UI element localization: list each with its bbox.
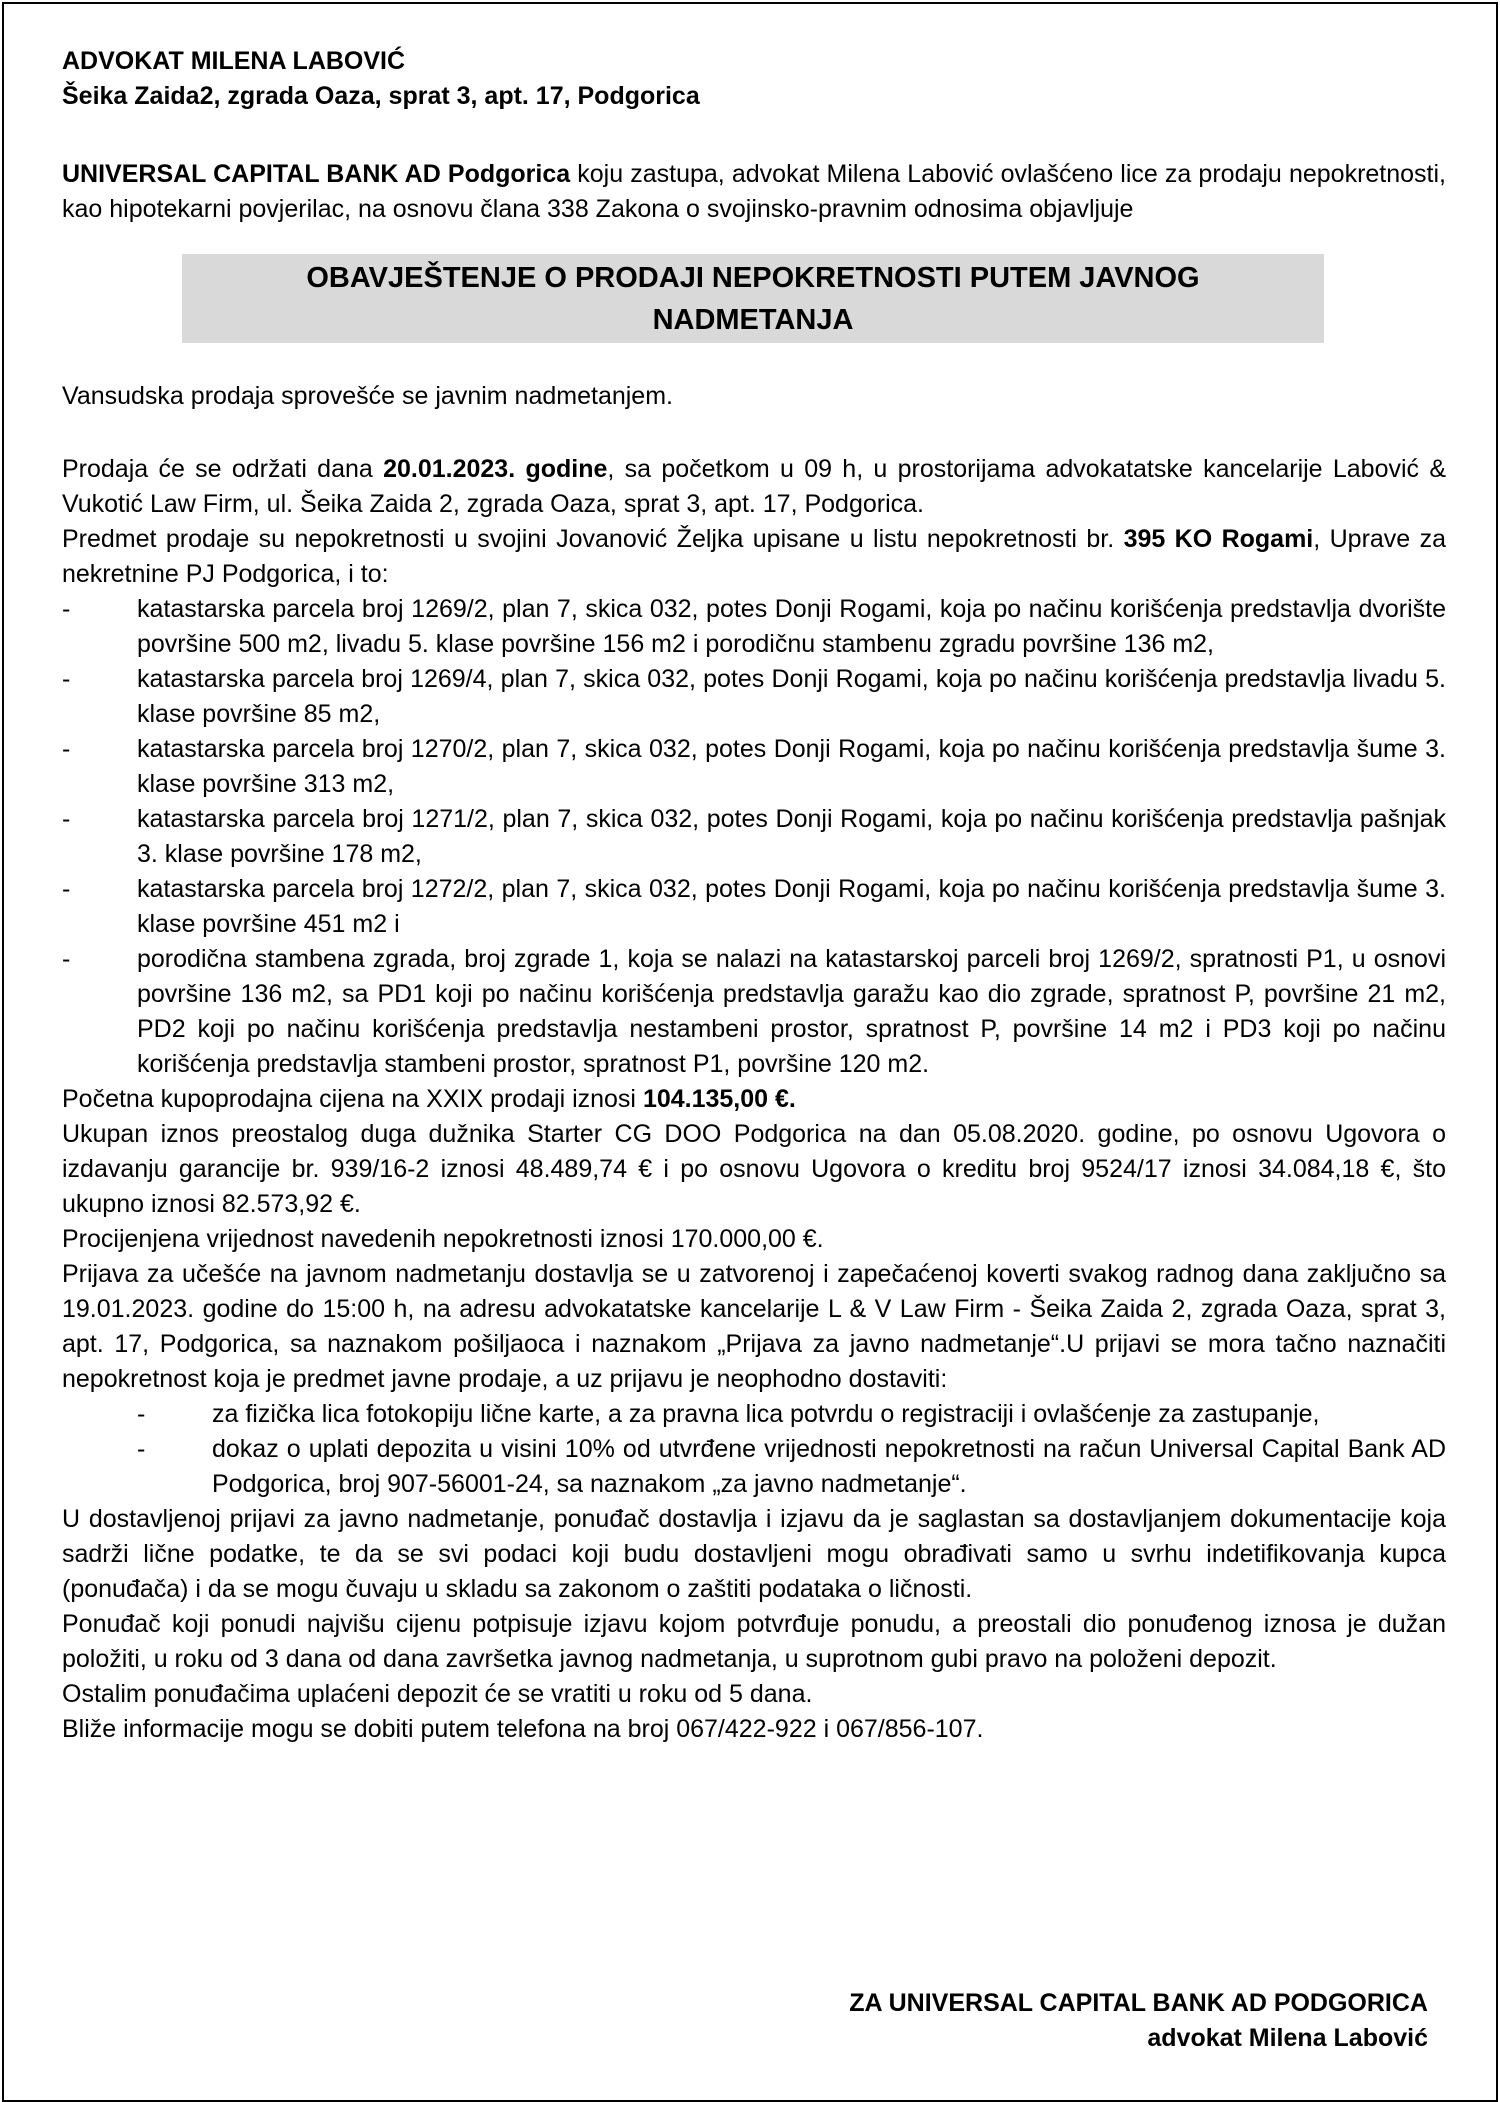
prodaja-paragraph (62, 452, 1446, 522)
procjena-paragraph: Procijenjena vrijednost navedenih nepokretnosti iznosi 170.000,00 €. (62, 1225, 824, 1253)
izjava-paragraph: U dostavljenoj prijavi za javno nadmetanje, ponuđač dostavlja i izjavu da je saglastan sa dostavljanjem dokumentacije koja sadrži lične podatke, te da se svi podaci koji budu dostavljeni mogu obrađivati samo u svrhu indetifikovanja kupca (ponuđača) i da se mogu čuvaju u skladu sa zakonom o zaštiti podataka o ličnosti. (62, 1505, 1446, 1603)
prodaja-text-a: Prodaja će se održati dana (62, 455, 384, 483)
notice-content (62, 44, 1446, 1747)
spacer (62, 227, 1446, 254)
title-line-1: OBAVJEŠTENJE O PRODAJI NEPOKRETNOSTI PUTEM JAVNOG (306, 262, 1200, 294)
dash-bullet: - (137, 1435, 146, 1463)
list-item (62, 592, 1446, 662)
prijava-paragraph: Prijava za učešće na javnom nadmetanju dostavlja se u zatvorenoj i zapečaćenoj koverti svakog radnog dana zaključno sa 19.01.2023. godine do 15:00 h, na adresu advokatatske kancelarije L & V Law Firm - Šeika Zaida 2, zgrada Oaza, sprat 3, apt. 17, Podgorica, sa naznakom pošiljaoca i naznakom „Prijava za javno nadmetanje“.U prijavi se mora tačno naznačiti nepokretnost koja je predmet javne prodaje, a uz prijavu je neophodno dostaviti: (62, 1260, 1446, 1393)
intro-text: koju zastupa, advokat Milena Labović ovlašćeno lice za prodaju nepokretnosti, kao hipotekarni povjerilac, na osnovu člana 338 Zakona o svojinsko-pravnim odnosima objavljuje (62, 160, 1446, 223)
dash-bullet: - (62, 735, 71, 763)
list-item (62, 662, 1446, 732)
ponudjac-paragraph: Ponuđač koji ponudi najvišu cijenu potpisuje izjavu kojom potvrđuje ponudu, a preostali dio ponuđenog iznosa je dužan položiti, u roku od 3 dana od dana završetka javnog nadmetanja, u suprotnom gubi pravo na položeni depozit. (62, 1610, 1446, 1673)
list-item (62, 942, 1446, 1082)
predmet-text-b: , Uprave za nekretnine PJ Podgorica, i to: (62, 525, 1446, 588)
list-item-text: katastarska parcela broj 1271/2, plan 7, skica 032, potes Donji Rogami, koja po načinu korišćenja predstavlja pašnjak 3. klase površine 178 m2, (137, 805, 1446, 868)
list-item (62, 1432, 1446, 1502)
dash-bullet: - (62, 805, 71, 833)
list-item-text: katastarska parcela broj 1270/2, plan 7, skica 032, potes Donji Rogami, koja po načinu korišćenja predstavlja šume 3. klase površine 313 m2, (137, 735, 1446, 798)
info-paragraph: Bliže informacije mogu se dobiti putem telefona na broj 067/422-922 i 067/856-107. (62, 1715, 984, 1743)
ostalim-paragraph: Ostalim ponuđačima uplaćeni depozit će se vratiti u roku od 5 dana. (62, 1680, 813, 1708)
bank-name: UNIVERSAL CAPITAL BANK AD Podgorica (62, 160, 571, 188)
prodaja-text-b: , sa početkom u 09 h, u prostorijama advokatatske kancelarije Labović & Vukotić Law Firm, ul. Šeika Zaida 2, zgrada Oaza, sprat 3, apt. 17, Podgorica. (62, 455, 1447, 518)
predmet-text-a: Predmet prodaje su nepokretnosti u svojini Jovanović Željka upisane u listu nepokretnosti br. (62, 525, 1124, 553)
list-item (62, 732, 1446, 802)
dash-bullet: - (62, 875, 71, 903)
notice-page (2, 2, 1498, 2102)
auction-date: 20.01.2023. godine (383, 455, 608, 483)
intro-paragraph (62, 157, 1446, 227)
list-item-text: dokaz o uplati depozita u visini 10% od utvrđene vrijednosti nepokretnosti na račun Universal Capital Bank AD Podgorica, broj 907-56001-24, sa naznakom „za javno nadmetanje“. (212, 1435, 1446, 1498)
list-item-text: porodična stambena zgrada, broj zgrade 1, koja se nalazi na katastarskoj parceli broj 1269/2, spratnosti P1, u osnovi površine 136 m2, sa PD1 koji po načinu korišćenja predstavlja garažu kao dio zgrade, spratnost P, površine 21 m2, PD2 koji po načinu korišćenja predstavlja nestambeni prostor, spratnost P, površine 14 m2 i PD3 koji po načinu korišćenja predstavlja stambeni prostor, spratnost P1, površine 120 m2. (137, 945, 1446, 1078)
list-item-text: katastarska parcela broj 1269/2, plan 7, skica 032, potes Donji Rogami, koja po načinu korišćenja predstavlja dvorište površine 500 m2, livadu 5. klase površine 156 m2 i porodičnu stambenu zgradu površine 136 m2, (137, 595, 1446, 658)
parcel-list (62, 592, 1446, 1082)
lawyer-address: Šeika Zaida2, zgrada Oaza, sprat 3, apt. 17, Podgorica (62, 82, 700, 110)
list-item-text: katastarska parcela broj 1269/4, plan 7, skica 032, potes Donji Rogami, koja po načinu korišćenja predstavlja livadu 5. klase površine 85 m2, (137, 665, 1446, 728)
signature-line-1: ZA UNIVERSAL CAPITAL BANK AD PODGORICA (849, 1989, 1428, 2017)
list-item-text: za fizička lica fotokopiju lične karte, a za pravna lica potvrdu o registraciji i ovlašćenje za zastupanje, (212, 1400, 1320, 1428)
starting-price: 104.135,00 €. (642, 1085, 796, 1113)
dash-bullet: - (62, 665, 71, 693)
cijena-text: Početna kupoprodajna cijena na XXIX prodaji iznosi (62, 1085, 643, 1113)
list-item (62, 872, 1446, 942)
signature-block (62, 1986, 1428, 2056)
dash-bullet: - (137, 1400, 146, 1428)
spacer (62, 414, 1446, 452)
predmet-paragraph (62, 522, 1446, 592)
dash-bullet: - (62, 945, 71, 973)
dash-bullet: - (62, 595, 71, 623)
cijena-paragraph (62, 1082, 1446, 1117)
title-line-2: NADMETANJA (652, 304, 854, 336)
list-item-text: katastarska parcela broj 1272/2, plan 7, skica 032, potes Donji Rogami, koja po načinu korišćenja predstavlja šume 3. klase površine 451 m2 i (137, 875, 1446, 938)
property-list-number: 395 KO Rogami (1123, 525, 1314, 553)
list-item (62, 1397, 1446, 1432)
requirements-list (62, 1397, 1446, 1502)
spacer (62, 343, 1446, 379)
notice-title (182, 254, 1324, 343)
dug-paragraph: Ukupan iznos preostalog duga dužnika Starter CG DOO Podgorica na dan 05.08.2020. godine, po osnovu Ugovora o izdavanju garancije br. 939/16-2 iznosi 48.489,74 € i po osnovu Ugovora o kreditu broj 9524/17 iznosi 34.084,18 €, što ukupno iznosi 82.573,92 €. (62, 1120, 1446, 1218)
vansudska-paragraph: Vansudska prodaja sprovešće se javnim nadmetanjem. (62, 382, 673, 410)
lawyer-name: ADVOKAT MILENA LABOVIĆ (62, 47, 406, 75)
list-item (62, 802, 1446, 872)
signature-line-2: advokat Milena Labović (1147, 2024, 1428, 2052)
spacer (62, 114, 1446, 149)
